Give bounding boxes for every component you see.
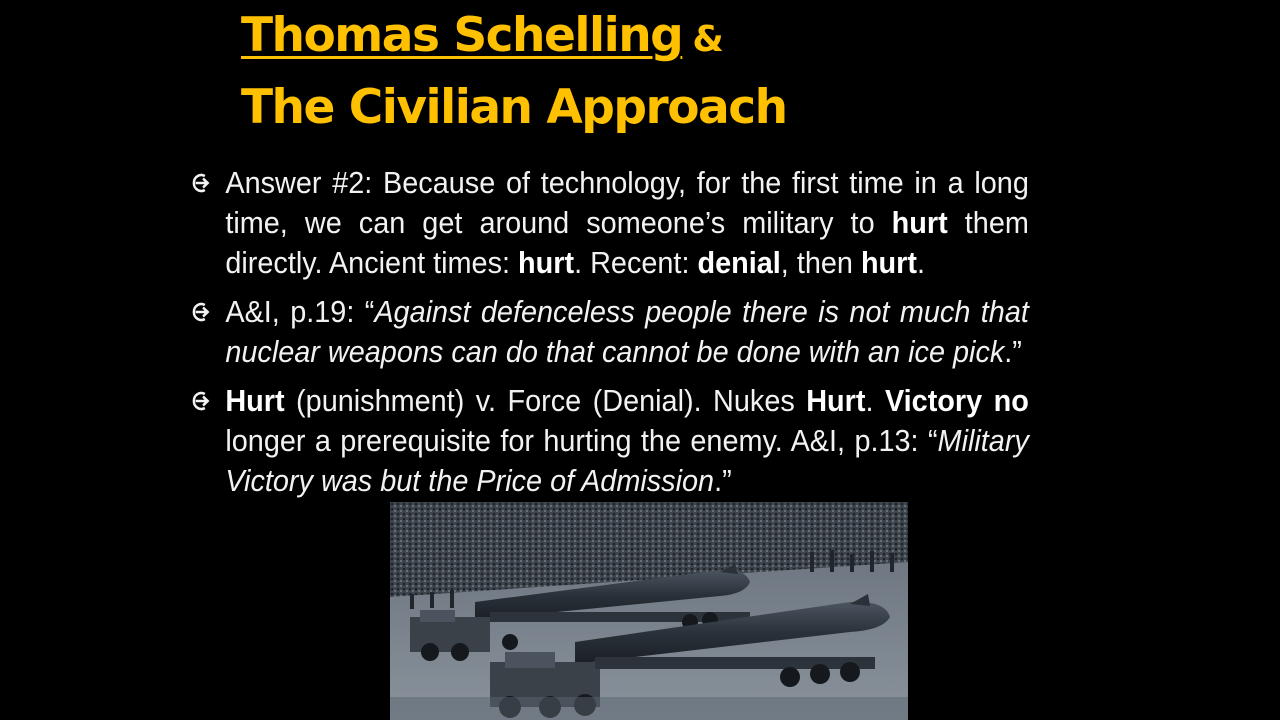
bullet-text-segment: .” [714, 463, 732, 498]
bullet-text-segment: Hurt [225, 383, 285, 418]
bullet-text-segment: A&I, p.19: “ [225, 294, 375, 329]
bullet-text-segment: longer a prerequisite for hurting the enemy. A&I, p.13: “ [225, 423, 938, 458]
title-subtitle: The Civilian Approach [241, 80, 787, 135]
bullet-item [190, 163, 1029, 283]
missile-parade-image [390, 502, 908, 720]
title-ampersand: & [692, 19, 723, 60]
bullet-text-segment: Against defenceless people there is not much that nuclear weapons can do that cannot be done with an ice pick [225, 294, 1029, 369]
arrow-right-circle-icon [190, 381, 210, 424]
bullet-text-segment: Answer #2: Because of technology, for the first time in a long time, we can get around someone’s military to [225, 165, 1029, 240]
title-line-1 [241, 8, 723, 63]
bullet-text-segment: them directly. Ancient times: [225, 205, 1029, 280]
bullet-text-segment: (punishment) v. Force (Denial). Nukes [284, 383, 807, 418]
bullet-text-segment: . [916, 245, 926, 280]
bullet-text-segment: . Recent: [574, 245, 698, 280]
missile-parade-photo [390, 502, 908, 720]
bullet-list [190, 163, 1029, 510]
bullet-text-segment: hurt [891, 205, 948, 240]
bullet-text-segment: . [865, 383, 885, 418]
arrow-right-circle-icon [190, 292, 210, 335]
bullet-text-segment: Military Victory was but the Price of Admission [225, 423, 1029, 498]
bullet-text-segment: Hurt [806, 383, 866, 418]
arrow-right-circle-icon [190, 163, 210, 206]
bullet-item [190, 381, 1029, 501]
bullet-text-segment: .” [1004, 334, 1022, 369]
bullet-item [190, 292, 1029, 372]
bullet-text-segment: hurt [860, 245, 917, 280]
bullet-text-segment: Victory no [884, 383, 1029, 418]
title-name: Thomas Schelling [241, 8, 683, 63]
bullet-text-segment: hurt [518, 245, 575, 280]
bullet-text-segment: denial [697, 245, 781, 280]
bullet-text-segment: , then [780, 245, 861, 280]
